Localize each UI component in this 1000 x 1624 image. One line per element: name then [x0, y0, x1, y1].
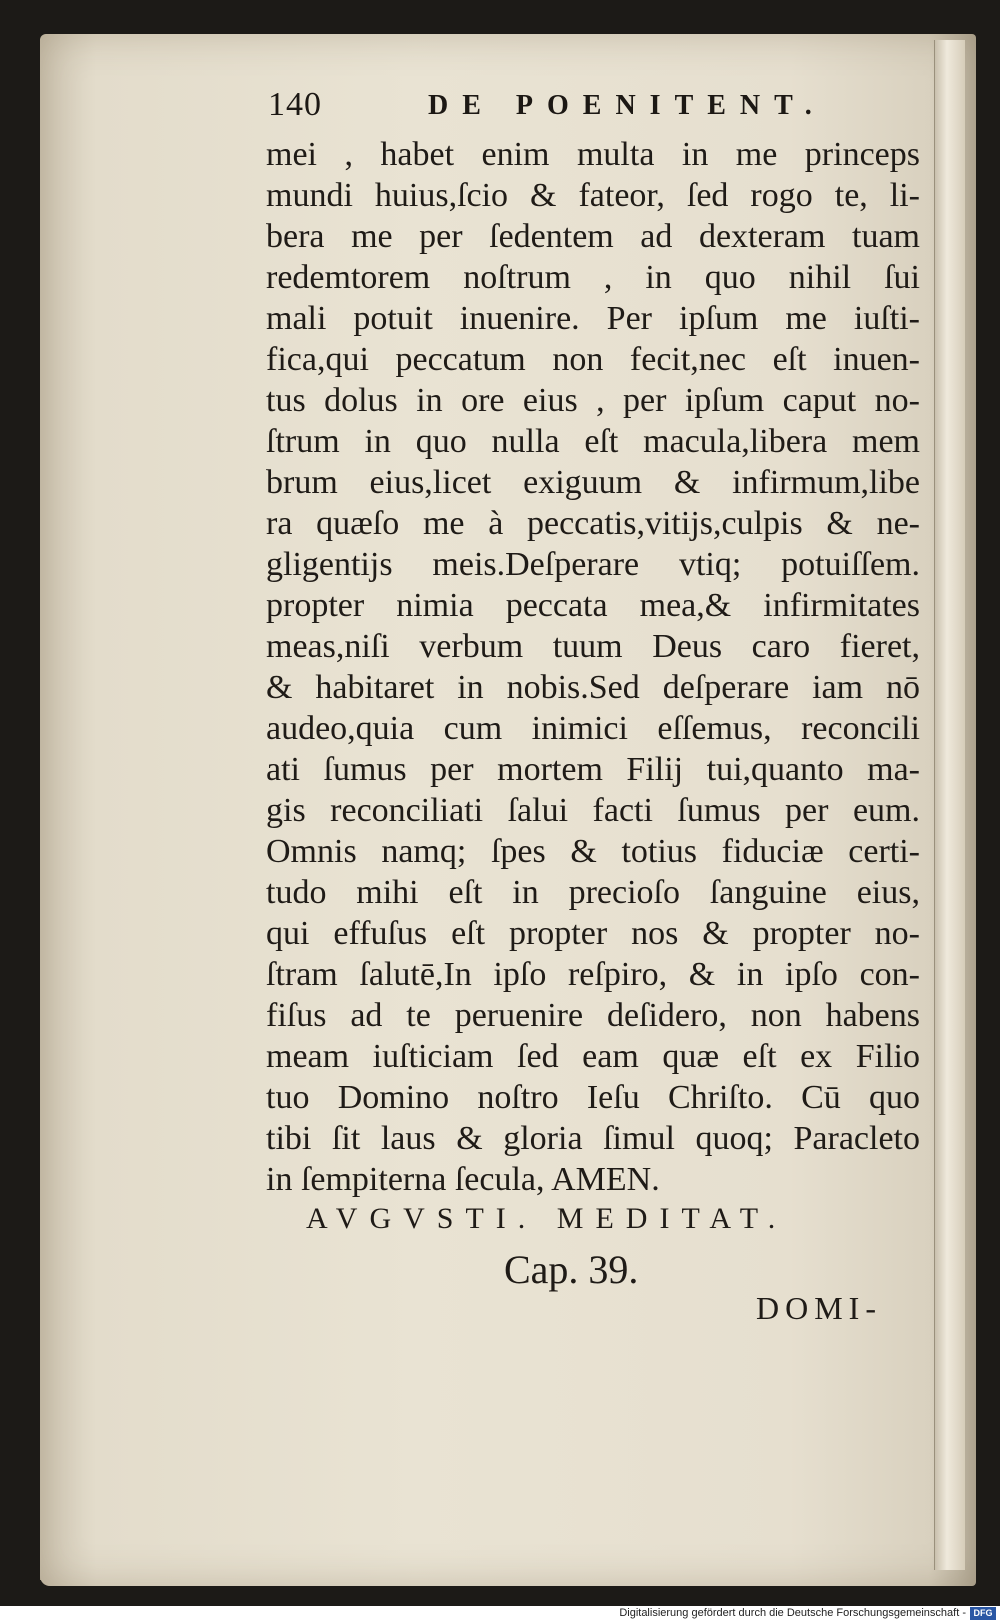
- page-edges: [934, 40, 965, 1570]
- text-line: ra quæſo me à peccatis,vitijs,culpis & ne-: [266, 505, 920, 542]
- text-line: ſtrum in quo nulla eſt macula,libera mem: [266, 423, 920, 460]
- text-line: & habitaret in nobis.Sed deſperare iam nō: [266, 669, 920, 706]
- text-line: ati ſumus per mortem Filij tui,quanto ma-: [266, 751, 920, 788]
- running-title: DE POENITENT.: [428, 90, 826, 121]
- page-number: 140: [268, 86, 322, 123]
- body-text: [266, 134, 920, 1200]
- text-line: Omnis namq; ſpes & totius fiduciæ certi-: [266, 833, 920, 870]
- text-line: meas,niſi verbum tuum Deus caro fieret,: [266, 628, 920, 665]
- text-line: ſtram ſalutē,In ipſo reſpiro, & in ipſo con-: [266, 956, 920, 993]
- text-line: bera me per ſedentem ad dexteram tuam: [266, 218, 920, 255]
- funding-credit: Digitalisierung gefördert durch die Deutsche Forschungsgemeinschaft -: [619, 1607, 966, 1619]
- text-line: fiſus ad te peruenire deſidero, non habens: [266, 997, 920, 1034]
- catchword: DOMI-: [756, 1290, 882, 1326]
- text-line: tus dolus in ore eius , per ipſum caput no-: [266, 382, 920, 419]
- text-line: propter nimia peccata mea,& infirmitates: [266, 587, 920, 624]
- text-line: fica,qui peccatum non fecit,nec eſt inuen-: [266, 341, 920, 378]
- section-heading: AVGVSTI. MEDITAT.: [306, 1202, 788, 1235]
- text-line: tibi ſit laus & gloria ſimul quoq; Paracleto: [266, 1120, 920, 1157]
- text-line: gis reconciliati ſalui facti ſumus per eum.: [266, 792, 920, 829]
- running-head: [268, 86, 908, 130]
- text-line: tuo Domino noſtro Ieſu Chriſto. Cū quo: [266, 1079, 920, 1116]
- text-line: in ſempiterna ſecula, AMEN.: [266, 1161, 660, 1198]
- text-line: mundi huius,ſcio & fateor, ſed rogo te, li-: [266, 177, 920, 214]
- text-line: mei , habet enim multa in me princeps: [266, 136, 920, 173]
- text-line: brum eius,licet exiguum & infirmum,libe: [266, 464, 920, 501]
- text-line: gligentijs meis.Deſperare vtiq; potuiſſem.: [266, 546, 920, 583]
- text-line: mali potuit inuenire. Per ipſum me iuſti-: [266, 300, 920, 337]
- chapter-number: Cap. 39.: [504, 1247, 639, 1292]
- dfg-logo: DFG: [970, 1607, 996, 1620]
- text-line: redemtorem noſtrum , in quo nihil ſui: [266, 259, 920, 296]
- text-line: qui effuſus eſt propter nos & propter no-: [266, 915, 920, 952]
- text-line: meam iuſticiam ſed eam quæ eſt ex Filio: [266, 1038, 920, 1075]
- text-line: audeo,quia cum inimici eſſemus, reconcili: [266, 710, 920, 747]
- text-line: tudo mihi eſt in precioſo ſanguine eius,: [266, 874, 920, 911]
